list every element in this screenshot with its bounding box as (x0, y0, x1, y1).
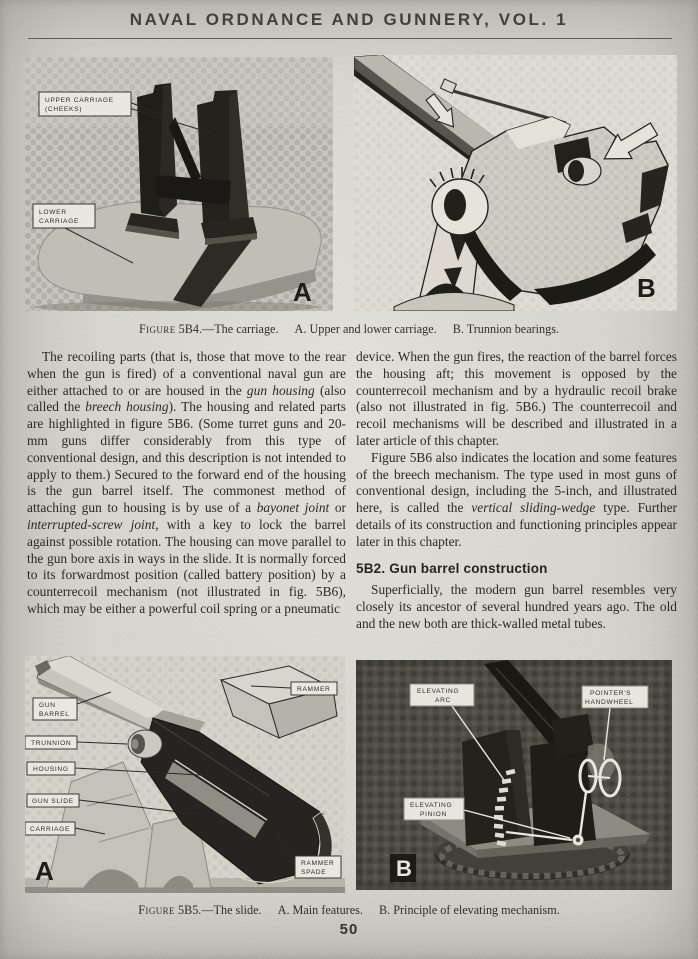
text-column-left (27, 349, 346, 618)
svg-text:CARRIAGE: CARRIAGE (30, 826, 71, 833)
svg-text:UPPER CARRIAGE: UPPER CARRIAGE (45, 97, 114, 104)
figure-5b5-panel-b (356, 660, 672, 895)
svg-text:ELEVATING: ELEVATING (410, 802, 453, 809)
svg-text:PINION: PINION (420, 811, 447, 818)
svg-text:RAMMER: RAMMER (301, 860, 335, 867)
svg-text:TRUNNION: TRUNNION (31, 740, 72, 747)
svg-text:GUN: GUN (39, 702, 56, 709)
svg-text:HANDWHEEL: HANDWHEEL (585, 699, 634, 706)
panel-a-letter: A (293, 277, 312, 307)
body-paragraph: Figure 5B6 also indicates the location and some features of the breech mechanism. The type used in most guns of conventional design, including the 5-inch, and illustrated here, is called the vertical sliding-wedge type. Further details of its construction and functioning principles appear later in this chapter. (356, 449, 677, 549)
figure-5b4-panel-a (25, 57, 333, 316)
page-header-title: NAVAL ORDNANCE AND GUNNERY, VOL. 1 (129, 10, 569, 29)
svg-text:LOWER: LOWER (39, 209, 67, 216)
figure-5b5-caption: Figure 5B5.—The slide. A. Main features. B. Principle of elevating mechanism. (138, 903, 560, 917)
header-rule (28, 38, 672, 39)
slide-drawing (25, 656, 345, 893)
panel-b-letter: B (396, 856, 412, 881)
svg-text:RAMMER: RAMMER (297, 686, 331, 693)
figure-5b4-panel-b (354, 55, 677, 316)
svg-text:SPADE: SPADE (301, 869, 327, 876)
section-heading: 5B2. Gun barrel construction (356, 560, 548, 576)
page-number: 50 (339, 921, 359, 938)
trunnion-cylinder (128, 730, 162, 758)
svg-text:POINTER'S: POINTER'S (590, 690, 632, 697)
svg-text:HOUSING: HOUSING (33, 766, 69, 773)
trunnion-drawing (354, 55, 677, 311)
text-column-right (356, 349, 677, 633)
svg-text:ARC: ARC (435, 697, 452, 704)
svg-text:ELEVATING: ELEVATING (417, 688, 460, 695)
svg-text:GUN SLIDE: GUN SLIDE (32, 798, 74, 805)
svg-text:(CHEEKS): (CHEEKS) (45, 106, 83, 113)
elevating-mechanism-photo (356, 660, 672, 890)
figure-5b5-panel-a (25, 656, 345, 898)
figure-5b4-caption: Figure 5B4.—The carriage. A. Upper and lower carriage. B. Trunnion bearings. (138, 322, 560, 336)
body-paragraph: device. When the gun fires, the reaction of the barrel forces the housing aft; this movement is opposed by the counterrecoil mechanism and by a hydraulic recoil brake (also not illustrated in fig. 5B6.) The counterrecoil and recoil mechanisms will be described and illustrated in a later article of this chapter. (356, 349, 677, 448)
panel-b-letter: B (637, 273, 656, 303)
panel-a-letter: A (35, 856, 54, 886)
body-paragraph: The recoiling parts (that is, those that move to the rear when the gun is fired) of a conventional naval gun are either attached to or are housed in the gun housing (also called the breech housing). The housing and related parts are highlighted in figure 5B6. (Some turret guns and 20-mm guns differ considerably from this type of conventional design, and this description is not intended to apply to them.) Secured to the forward end of the housing is the gun barrel itself. The commonest method of attaching gun to housing is by use of a bayonet joint or interrupted-screw joint, with a key to lock the barrel against possible rotation. The housing can move parallel to the gun bore axis in ways in the slide. It is normally forced to its forwardmost position (called battery position) by a counterrecoil mechanism (not illustrated in fig. 5B6), which may be either a powerful coil spring or a pneumatic (27, 349, 347, 616)
svg-text:BARREL: BARREL (39, 711, 70, 718)
svg-text:CARRIAGE: CARRIAGE (39, 218, 80, 225)
body-paragraph: Superficially, the modern gun barrel resembles very closely its ancestor of several hundred years ago. The old and the new both are thick-walled metal tubes. (356, 582, 677, 631)
carriage-photo (25, 57, 333, 311)
